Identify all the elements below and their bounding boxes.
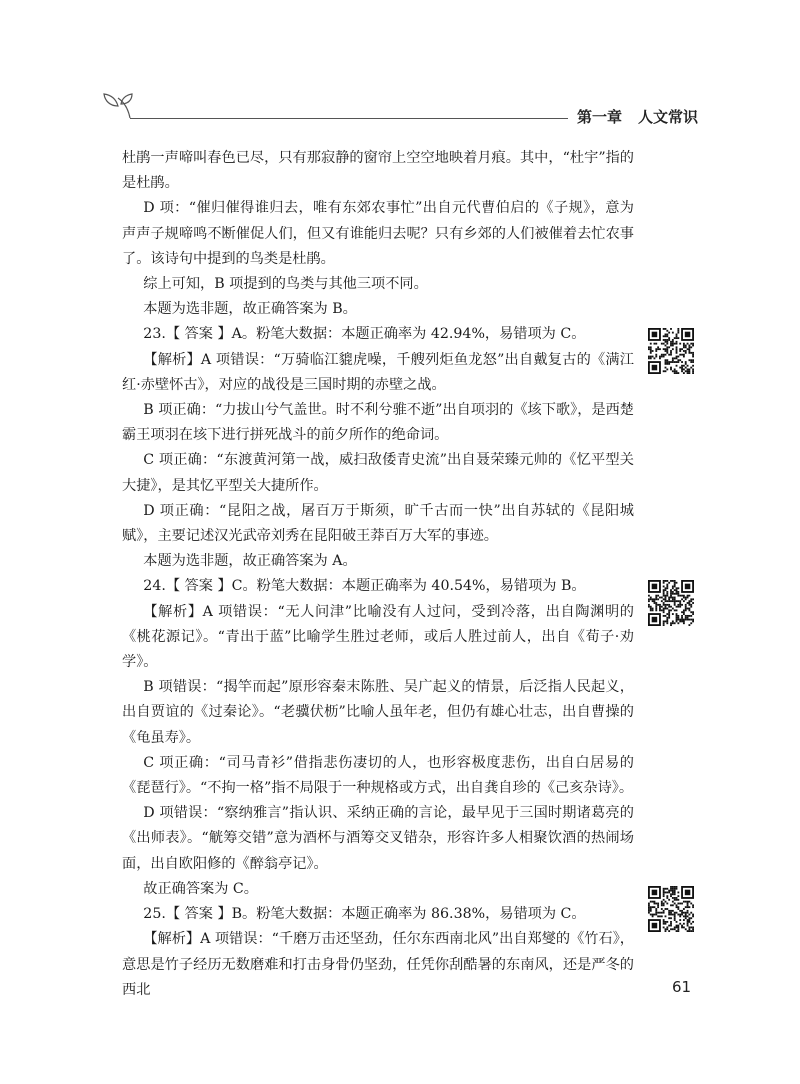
body-paragraph: 故正确答案为 C。: [143, 880, 258, 897]
page-number: 61: [672, 978, 692, 996]
body-paragraph: 【解析】A 项错误：“千磨万击还坚劲，任尔东西南北风”出自郑燮的《竹石》，意思是竹子经历无数磨难和打击身骨仍坚劲，任凭你刮酷暑的东南风，还是严冬的西北: [122, 931, 634, 998]
body-paragraph: D 项正确：“昆阳之战，屠百万于斯须，旷千古而一快”出自苏轼的《昆阳城赋》，主要记述汉光武帝刘秀在昆阳破王莽百万大军的事迹。: [122, 502, 634, 545]
body-paragraph: 23.【 答案 】A。粉笔大数据：本题正确率为 42.94%，易错项为 C。: [143, 326, 586, 343]
body-paragraph: C 项正确：“东渡黄河第一战，威扫敌倭青史流”出自聂荣臻元帅的《忆平型关大捷》，是其忆平型关大捷所作。: [122, 452, 634, 494]
header-rule: [130, 118, 568, 119]
body-paragraph: 25.【 答案 】B。粉笔大数据：本题正确率为 86.38%，易错项为 C。: [143, 906, 586, 923]
body-paragraph: D 项：“催归催得谁归去，唯有东郊农事忙”出自元代曹伯启的《子规》，意为声声子规啼鸣不断催促人们，但又有谁能归去呢？只有乡郊的人们被催着去忙农事了。该诗句中提到的鸟类是杜鹃。: [122, 200, 634, 267]
body-paragraph: 综上可知，B 项提到的鸟类与其他三项不同。: [143, 276, 428, 293]
page-body: [122, 146, 634, 1003]
body-paragraph: C 项正确：“司马青衫”借指悲伤凄切的人，也形容极度悲伤，出自白居易的《琵琶行》。“不拘一格”指不局限于一种规格或方式，出自龚自珍的《己亥杂诗》。: [122, 754, 634, 797]
body-paragraph: D 项错误：“察纳雅言”指认识、采纳正确的言论，最早见于三国时期诸葛亮的《出师表》。“觥筹交错”意为酒杯与酒筹交叉错杂，形容许多人相聚饮酒的热闹场面，出自欧阳修的《醉翁亭记》。: [122, 805, 634, 872]
chapter-title: 人文常识: [638, 108, 699, 126]
body-paragraph: 【解析】A 项错误：“无人问津”比喻没有人过问，受到冷落，出自陶渊明的《桃花源记》。“青出于蓝”比喻学生胜过老师，或后人胜过前人，出自《荀子·劝学》。: [122, 603, 634, 671]
body-paragraph: B 项正确：“力拔山兮气盖世。时不利兮骓不逝”出自项羽的《垓下歌》，是西楚霸王项羽在垓下进行拼死战斗的前夕所作的绝命词。: [122, 402, 634, 444]
body-paragraph: 24.【 答案 】C。粉笔大数据：本题正确率为 40.54%，易错项为 B。: [143, 578, 586, 595]
leaf-ornament-icon: [100, 92, 136, 120]
qr-code-icon[interactable]: [648, 328, 694, 374]
body-paragraph: 本题为选非题，故正确答案为 B。: [143, 301, 357, 318]
body-paragraph: B 项错误：“揭竿而起”原形容秦末陈胜、吴广起义的情景，后泛指人民起义，出自贾谊的《过秦论》。“老骥伏枥”比喻人虽年老，但仍有雄心壮志，出自曹操的《龟虽寿》。: [122, 679, 634, 746]
qr-code-icon[interactable]: [648, 886, 694, 932]
qr-code-icon[interactable]: [648, 580, 694, 626]
page-header: [0, 0, 800, 140]
chapter-heading: [577, 106, 698, 127]
body-paragraph: 【解析】A 项错误：“万骑临江貔虎噪，千艘列炬鱼龙怒”出自戴复古的《满江红·赤壁怀古》，对应的战役是三国时期的赤壁之战。: [122, 351, 634, 393]
body-paragraph: 本题为选非题，故正确答案为 A。: [143, 553, 357, 570]
chapter-label: 第一章: [577, 108, 623, 126]
body-paragraph: 杜鹃一声啼叫春色已尽，只有那寂静的窗帘上空空地映着月痕。其中，“杜宇”指的是杜鹃。: [122, 150, 634, 192]
